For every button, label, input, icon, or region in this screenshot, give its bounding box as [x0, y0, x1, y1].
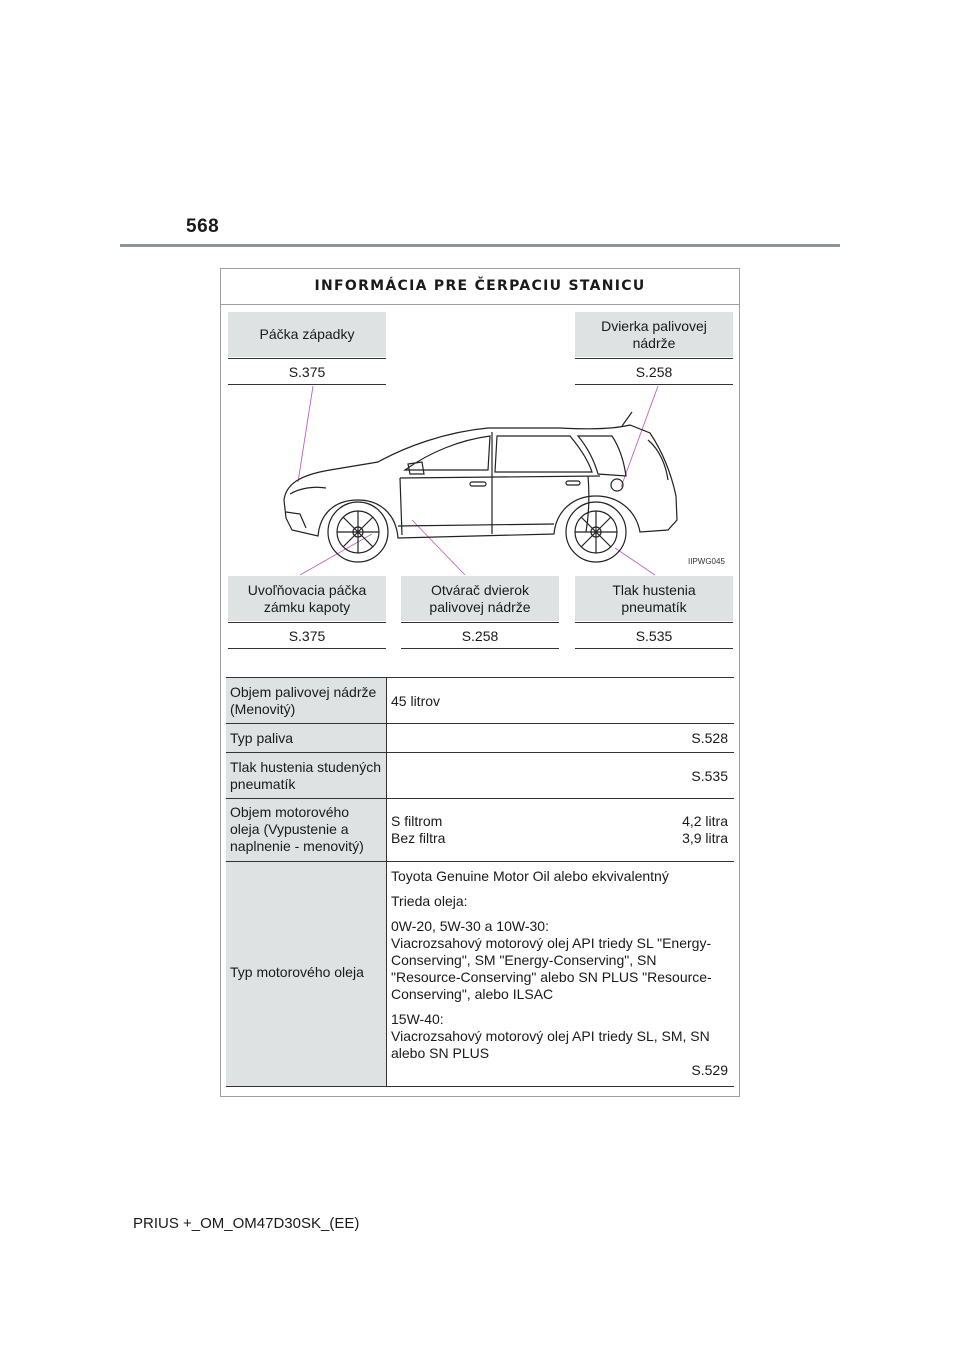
callout-latch-lever-ref: S.375 — [228, 358, 386, 385]
callout-latch-lever: Páčka západky — [228, 312, 386, 357]
table-row — [226, 677, 734, 723]
callout-leader-lines — [298, 386, 658, 575]
car-outline — [284, 412, 677, 538]
row-value — [386, 862, 734, 1086]
callout-fuel-door: Dvierka palivovej nádrže — [575, 312, 733, 357]
callout-fuel-door-ref: S.258 — [575, 358, 733, 385]
table-row — [226, 752, 734, 798]
oil-line-4b: Viacrozsahový motorový olej API triedy SL, SM, SN alebo SN PLUS — [391, 1028, 710, 1061]
callout-fuel-door-opener-ref: S.258 — [401, 622, 559, 649]
oil-type-header: Typ motorového oleja — [230, 963, 364, 980]
oil-line-1: Toyota Genuine Motor Oil alebo ekvivalentný — [391, 868, 669, 884]
callout-tire-pressure: Tlak hustenia pneumatík — [575, 576, 733, 621]
callout-fuel-door-opener: Otvárač dvierok palivovej nádrže — [401, 576, 559, 621]
with-filter-value: 4,2 litra — [682, 813, 728, 829]
oil-line-4a: 15W-40: — [391, 1011, 444, 1027]
table-row — [226, 861, 734, 1087]
row-value: 45 litrov — [386, 678, 734, 723]
oil-line-3b: Viacrozsahový motorový olej API triedy SL "Energy-Conserving", SM "Energy-Conserving", SN "Resource-Conserving" alebo SN PLUS "Resource-Conserving", alebo ILSAC — [391, 935, 712, 1002]
table-row — [226, 723, 734, 752]
row-header — [226, 862, 386, 1086]
row-header: Objem motorového oleja (Vypustenie a naplnenie - menovitý) — [226, 799, 386, 861]
page-footer: PRIUS +_OM_OM47D30SK_(EE) — [133, 1215, 360, 1232]
image-code: IIPWG045 — [688, 557, 725, 566]
oil-line-2: Trieda oleja: — [391, 893, 468, 909]
row-header: Objem palivovej nádrže (Menovitý) — [226, 678, 386, 723]
callout-tire-pressure-ref: S.535 — [575, 622, 733, 649]
front-wheel — [328, 502, 388, 562]
row-header: Tlak hustenia studených pneumatík — [226, 753, 386, 798]
callout-hood-release-ref: S.375 — [228, 622, 386, 649]
callout-hood-release: Uvoľňovacia páčka zámku kapoty — [228, 576, 386, 621]
box-title: INFORMÁCIA PRE ČERPACIU STANICU — [221, 269, 739, 305]
rear-wheel — [566, 502, 626, 562]
row-ref: S.535 — [386, 753, 734, 798]
oil-line-3a: 0W-20, 5W-30 a 10W-30: — [391, 918, 549, 934]
row-header: Typ paliva — [226, 724, 386, 752]
row-value — [386, 799, 734, 861]
without-filter-value: 3,9 litra — [682, 830, 728, 846]
page-number: 568 — [186, 216, 220, 237]
row-ref: S.528 — [386, 724, 734, 752]
with-filter-label: S filtrom — [391, 813, 443, 829]
table-row — [226, 798, 734, 861]
without-filter-label: Bez filtra — [391, 830, 446, 846]
oil-type-ref: S.529 — [691, 1062, 728, 1078]
